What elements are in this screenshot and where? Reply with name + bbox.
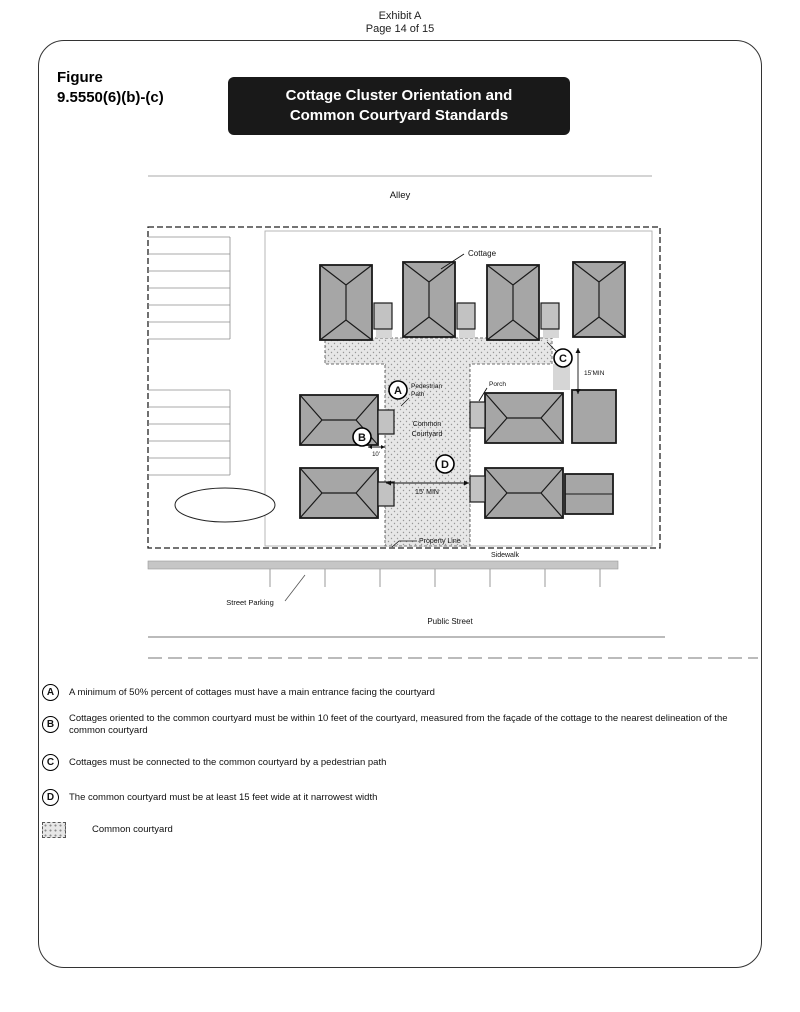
legend-marker-c: C — [42, 754, 59, 771]
cottage — [485, 468, 563, 518]
dimension-15ft-horizontal-label: 15' MIN — [415, 489, 439, 496]
exhibit-title: Exhibit A — [378, 10, 422, 22]
street-parking-ticks — [270, 569, 600, 587]
cottage-callout: Cottage — [468, 249, 497, 258]
cottage — [320, 265, 372, 340]
cottage — [485, 393, 563, 443]
marker-a: A — [394, 385, 402, 397]
legend-text-a: A minimum of 50% percent of cottages must have a main entrance facing the courtyard — [69, 686, 435, 698]
property-line-callout: Property Line — [419, 538, 461, 545]
cottage — [300, 468, 378, 518]
porch-callout: Porch — [489, 381, 506, 388]
pedestrian-path-label-line2: Path — [411, 391, 425, 398]
legend-marker-d: D — [42, 789, 59, 806]
alley-label: Alley — [389, 190, 411, 201]
parking-stalls — [148, 237, 230, 475]
legend-marker-a: A — [42, 684, 59, 701]
common-courtyard-label-line2: Courtyard — [411, 431, 443, 438]
figure-label-word: Figure — [57, 69, 103, 86]
legend-item-b — [42, 713, 752, 736]
legend-marker-b: B — [42, 716, 59, 733]
street-parking-leader — [285, 575, 305, 601]
marker-d: D — [441, 459, 449, 471]
figure-title-line1: Cottage Cluster Orientation and — [285, 87, 513, 104]
figure-title-line2: Common Courtyard Standards — [289, 107, 509, 124]
legend-item-courtyard-swatch — [42, 822, 752, 838]
legend-text-swatch: Common courtyard — [92, 824, 173, 836]
marker-b: B — [358, 432, 366, 444]
sidewalk-strip — [148, 561, 618, 569]
figure-number: 9.5550(6)(b)-(c) — [57, 89, 164, 106]
cottages-right-column — [470, 390, 616, 518]
courtyard-swatch — [42, 822, 66, 838]
cottage — [403, 262, 455, 337]
porches-right-column — [470, 402, 485, 502]
common-courtyard-label-line1: Common — [412, 421, 442, 428]
dimension-10ft-label: 10' — [372, 452, 380, 458]
figure-title-banner — [228, 77, 570, 135]
pedestrian-path-label-line1: Pedestrian — [411, 383, 443, 390]
accessory-building — [572, 390, 616, 443]
exhibit-header — [0, 10, 800, 36]
sidewalk-label: Sidewalk — [490, 552, 520, 559]
marker-c: C — [559, 353, 567, 365]
cottage — [487, 265, 539, 340]
legend-item-c — [42, 754, 752, 771]
public-street-label: Public Street — [427, 617, 473, 626]
exhibit-page-number: Page 14 of 15 — [365, 23, 435, 35]
legend-item-d — [42, 789, 752, 806]
figure-label — [57, 68, 164, 108]
legend-text-b: Cottages oriented to the common courtyard must be within 10 feet of the courtyard, measured from the façade of the cottage to the nearest delineation of the common courtyard — [69, 713, 728, 736]
landscape-bush — [175, 488, 275, 522]
legend-text-d: The common courtyard must be at least 15 feet wide at it narrowest width — [69, 791, 378, 803]
cottages-top-row — [320, 262, 625, 340]
street-parking-label: Street Parking — [226, 598, 274, 607]
cottage — [573, 262, 625, 337]
legend-item-a — [42, 684, 752, 701]
site-plan-diagram — [0, 165, 800, 665]
legend-text-c: Cottages must be connected to the common courtyard by a pedestrian path — [69, 756, 387, 768]
dimension-15ft-vertical-label: 15'MIN — [584, 370, 605, 377]
